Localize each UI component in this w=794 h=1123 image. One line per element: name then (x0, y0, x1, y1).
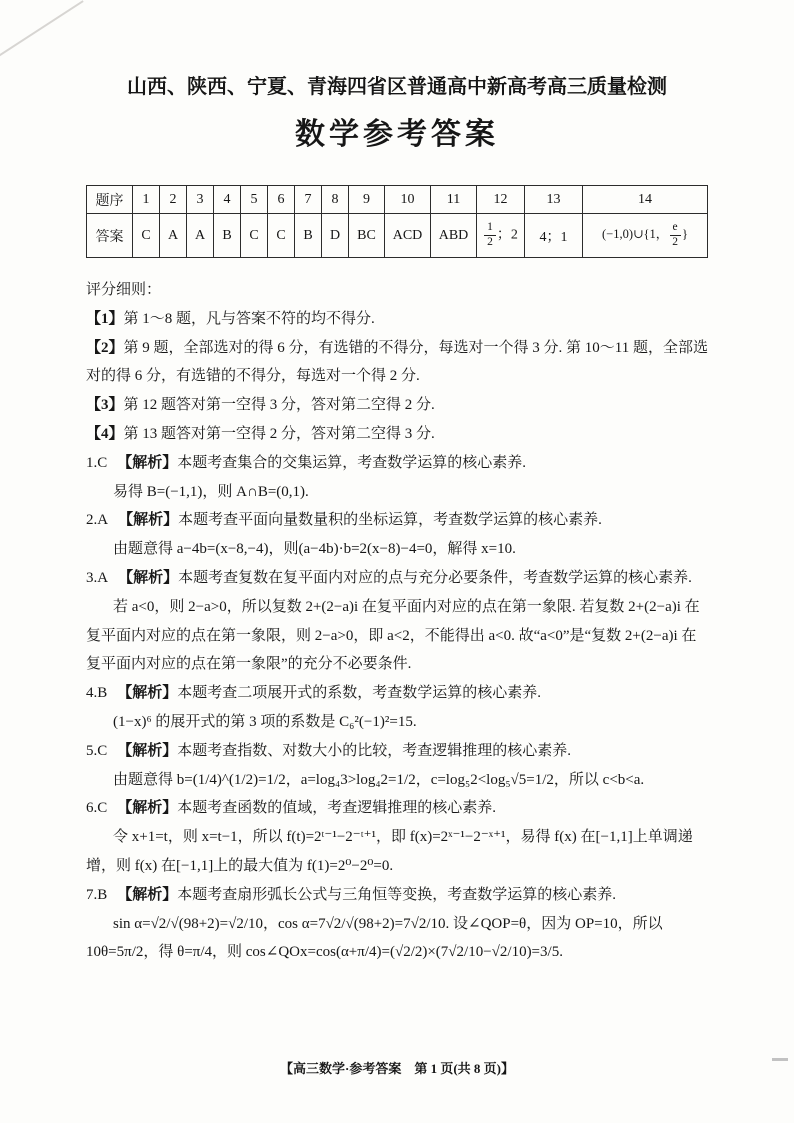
solution-block-6 (86, 794, 708, 880)
analysis-tag: 【解析】 (118, 512, 179, 529)
answer-cell: ABD (431, 214, 477, 258)
answer-cell: B (214, 214, 241, 258)
analysis-tag: 【解析】 (117, 742, 178, 759)
question-number-cell: 14 (583, 186, 708, 214)
answer-post: } (681, 227, 688, 242)
answer-cell: B (295, 214, 322, 258)
solution-body: 令 x+1=t，则 x=t−1，所以 f(t)=2ᵗ⁻¹−2⁻ᵗ⁺¹，即 f(x)=2ˣ⁻¹−2⁻ˣ⁺¹，易得 f(x) 在[−1,1]上单调递增，则 f(x) 在[−1,1]上的最大值为 f(1)=2⁰−2⁰=0. (86, 829, 693, 874)
answer-cell-q12 (477, 214, 525, 258)
page-footer: 【高三数学·参考答案 第 1 页(共 8 页)】 (280, 1061, 514, 1076)
question-number-cell: 11 (431, 186, 477, 214)
answer-cell-q13: 4；1 (525, 214, 583, 258)
solution-label: 1.C (86, 454, 108, 471)
answer-cell-q14 (583, 214, 708, 258)
scoring-heading: 评分细则： (86, 282, 162, 298)
question-number-cell: 2 (160, 186, 187, 214)
fraction: $\frac{1}{2}$ (484, 221, 496, 250)
solutions-section (86, 449, 708, 967)
solution-intro: 本题考查二项展开式的系数，考查数学运算的核心素养. (177, 685, 542, 702)
solution-block-4 (86, 679, 708, 737)
scoring-rule (86, 420, 708, 449)
question-number-cell: 12 (477, 186, 525, 214)
row-label-numbers: 题序 (87, 186, 133, 214)
solution-block-1 (86, 449, 708, 507)
solution-block-5 (86, 737, 708, 795)
answer-cell: A (187, 214, 214, 258)
solution-body: 由题意得 a−4b=(x−8,−4)，则(a−4b)·b=2(x−8)−4=0，解得 x=10. (113, 541, 516, 558)
analysis-tag: 【解析】 (117, 685, 178, 702)
solution-block-7 (86, 881, 708, 967)
analysis-tag: 【解析】 (118, 569, 179, 586)
answer-table (86, 185, 708, 258)
rule-prefix: 【4】 (86, 425, 124, 442)
question-number-cell: 9 (349, 186, 385, 214)
answer-cell: D (322, 214, 349, 258)
answer-cell: A (160, 214, 187, 258)
solution-intro: 本题考查函数的值域，考查逻辑推理的核心素养. (177, 800, 497, 817)
analysis-tag: 【解析】 (117, 454, 178, 471)
rule-text: 第 13 题答对第一空得 2 分，答对第二空得 3 分. (123, 425, 435, 442)
table-row-numbers (87, 186, 708, 214)
row-label-answers: 答案 (87, 214, 133, 258)
answer-pre: (−1,0)∪{1， (602, 227, 669, 242)
solution-label: 2.A (86, 512, 109, 529)
solution-body: 若 a<0，则 2−a>0，所以复数 2+(2−a)i 在复平面内对应的点在第一象限. 若复数 2+(2−a)i 在复平面内对应的点在第一象限，则 2−a>0，即 a<2，不能得出 a<0. 故“a<0”是“复数 2+(2−a)i 在复平面内对应的点在第一象限”的充分不必要条件. (86, 598, 700, 673)
scoring-rule (86, 334, 708, 392)
question-number-cell: 8 (322, 186, 349, 214)
question-number-cell: 3 (187, 186, 214, 214)
solution-head (86, 794, 708, 823)
question-number-cell: 10 (385, 186, 431, 214)
fraction: $\frac{e}{2}$ (669, 221, 681, 250)
analysis-tag: 【解析】 (117, 800, 178, 817)
solution-intro: 本题考查指数、对数大小的比较，考查逻辑推理的核心素养. (177, 742, 572, 759)
doc-title: 山西、陕西、宁夏、青海四省区普通高中新高考高三质量检测 (127, 76, 667, 98)
rule-text: 第 1～8 题，凡与答案不符的均不得分. (123, 310, 375, 327)
answer-rest: ；2 (496, 227, 518, 243)
answer-cell: ACD (385, 214, 431, 258)
solution-head (86, 881, 708, 910)
question-number-cell: 4 (214, 186, 241, 214)
question-number-cell: 7 (295, 186, 322, 214)
solution-head (86, 449, 708, 478)
solution-body: sin α=√2/√(98+2)=√2/10，cos α=7√2/√(98+2)=7√2/10. 设∠QOP=θ，因为 OP=10，所以 10θ=5π/2，得 θ=π/4，则 cos∠QOx=cos(α+π/4)=(√2/2)×(7√2/10−√2/10)=3/5. (86, 915, 663, 961)
solution-block-2 (86, 506, 708, 564)
solution-intro: 本题考查复数在复平面内对应的点与充分必要条件，考查数学运算的核心素养. (178, 569, 692, 586)
rule-prefix: 【3】 (86, 397, 124, 414)
solution-intro: 本题考查平面向量数量积的坐标运算，考查数学运算的核心素养. (178, 512, 602, 529)
question-number-cell: 6 (268, 186, 295, 214)
answer-cell: C (268, 214, 295, 258)
answer-cell: C (133, 214, 160, 258)
rule-text: 第 12 题答对第一空得 3 分，答对第二空得 2 分. (123, 397, 435, 414)
solution-label: 7.B (86, 886, 108, 903)
solution-label: 5.C (86, 742, 108, 759)
scoring-rule (86, 305, 708, 334)
solution-intro: 本题考查扇形弧长公式与三角恒等变换，考查数学运算的核心素养. (177, 886, 617, 903)
analysis-tag: 【解析】 (117, 886, 178, 903)
scan-artifact-topleft (0, 0, 84, 62)
rule-prefix: 【1】 (86, 310, 124, 327)
doc-subtitle: 数学参考答案 (295, 118, 499, 151)
solution-label: 4.B (86, 685, 108, 702)
solution-label: 3.A (86, 569, 109, 586)
answer-cell: C (241, 214, 268, 258)
solution-block-3 (86, 564, 708, 679)
answer-cell: BC (349, 214, 385, 258)
rule-text: 第 9 题，全部选对的得 6 分，有选错的不得分，每选对一个得 3 分. 第 10～11 题，全部选对的得 6 分，有选错的不得分，每选对一个得 2 分. (86, 339, 708, 385)
solution-label: 6.C (86, 800, 108, 817)
rule-prefix: 【2】 (86, 339, 124, 356)
scoring-rule (86, 391, 708, 420)
solution-head (86, 737, 708, 766)
solution-head (86, 506, 708, 535)
question-number-cell: 1 (133, 186, 160, 214)
solution-head (86, 679, 708, 708)
question-number-cell: 5 (241, 186, 268, 214)
solution-intro: 本题考查集合的交集运算，考查数学运算的核心素养. (177, 454, 527, 471)
solution-body: (1−x)⁶ 的展开式的第 3 项的系数是 C₆²(−1)²=15. (113, 713, 417, 730)
table-row-answers (87, 214, 708, 258)
question-number-cell: 13 (525, 186, 583, 214)
solution-body: 由题意得 b=(1/4)^(1/2)=1/2，a=log₄3>log₄2=1/2，c=log₅2<log₅√5=1/2，所以 c<b<a. (113, 771, 645, 788)
solution-head (86, 564, 708, 593)
scoring-section (86, 276, 708, 449)
solution-body: 易得 B=(−1,1)，则 A∩B=(0,1). (113, 483, 309, 500)
